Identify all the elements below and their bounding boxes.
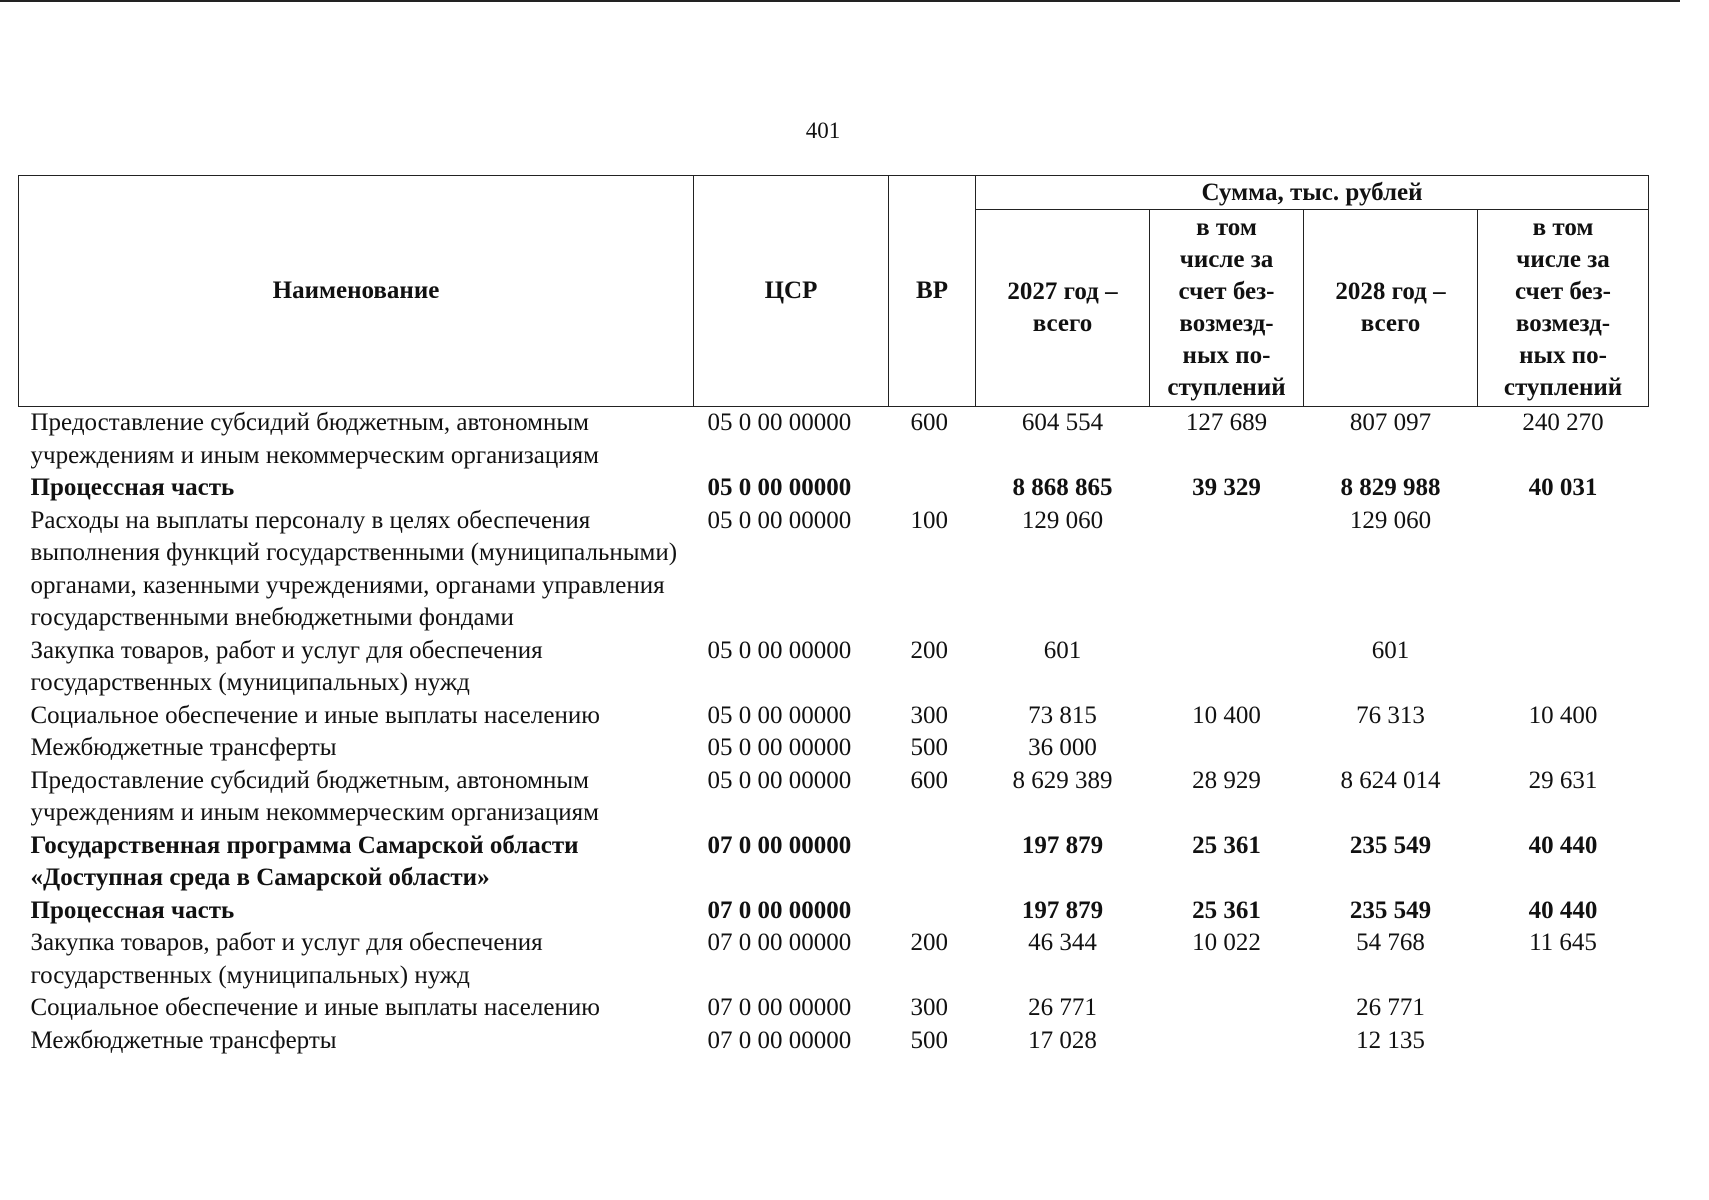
cell-2028-total: 807 097 [1349, 409, 1432, 436]
cell-csr: 07 0 00 00000 [707, 896, 852, 924]
cell-2028-total: 8 829 988 [1340, 474, 1441, 501]
cell-2027-total: 604 554 [1021, 409, 1104, 436]
cell-2027-total: 8 629 389 [1012, 766, 1113, 794]
cell-2027-gratuitous [1150, 635, 1304, 700]
cell-2028-total: 235 549 [1349, 831, 1432, 859]
cell-name: Предоставление субсидий бюджетным, автономным учреждениям и иным некоммерческим организациям [30, 766, 599, 826]
cell-name: Процессная часть [30, 896, 235, 924]
cell-2027-gratuitous: 39 329 [1192, 474, 1261, 501]
cell-csr: 05 0 00 00000 [707, 734, 852, 761]
table-row [19, 830, 1649, 895]
cell-2028-gratuitous: 10 400 [1528, 701, 1598, 729]
header-line: всего [1360, 310, 1421, 337]
table-body [19, 407, 1649, 1058]
header-2028-total [1304, 210, 1478, 407]
cell-2028-gratuitous: 40 031 [1528, 474, 1598, 501]
cell-2027-total: 197 879 [1021, 896, 1104, 924]
cell-vr: 300 [910, 994, 948, 1021]
cell-name: Закупка товаров, работ и услуг для обеспечения государственных (муниципальных) нужд [30, 929, 543, 989]
cell-csr: 07 0 00 00000 [707, 929, 852, 956]
table-row [19, 635, 1649, 700]
cell-vr [889, 472, 976, 505]
header-line: ных по- [1182, 342, 1271, 369]
header-line: числе за [1179, 246, 1274, 273]
cell-2028-gratuitous [1478, 635, 1649, 700]
cell-2027-total: 197 879 [1021, 831, 1104, 859]
cell-2028-total: 601 [1371, 636, 1410, 664]
cell-2027-gratuitous: 25 361 [1192, 896, 1261, 924]
cell-2028-gratuitous [1478, 505, 1649, 635]
cell-csr: 05 0 00 00000 [707, 474, 852, 501]
cell-name: Социальное обеспечение и иные выплаты населению [30, 701, 600, 729]
table-row [19, 732, 1649, 765]
cell-2027-gratuitous [1150, 992, 1304, 1025]
cell-2028-total: 12 135 [1356, 1026, 1425, 1054]
header-2027-total [976, 210, 1150, 407]
cell-2027-total: 36 000 [1028, 734, 1097, 761]
cell-csr: 07 0 00 00000 [707, 994, 852, 1021]
header-line: в том [1196, 214, 1257, 241]
cell-vr: 500 [910, 1026, 948, 1054]
cell-2027-gratuitous [1150, 1025, 1304, 1058]
cell-2028-gratuitous [1478, 732, 1649, 765]
cell-2027-gratuitous: 10 400 [1192, 701, 1261, 729]
cell-csr: 05 0 00 00000 [707, 409, 852, 436]
cell-2028-total: 26 771 [1356, 994, 1425, 1021]
cell-name: Социальное обеспечение и иные выплаты населению [30, 994, 600, 1021]
header-2028-gratuitous [1478, 210, 1649, 407]
header-line: ступлений [1167, 374, 1286, 401]
header-line: счет без- [1515, 278, 1611, 305]
cell-csr: 05 0 00 00000 [707, 701, 852, 729]
cell-vr [889, 830, 976, 895]
cell-2028-total [1304, 732, 1478, 765]
cell-vr: 200 [910, 636, 948, 664]
cell-2028-total: 235 549 [1349, 896, 1432, 924]
header-line: ных по- [1519, 342, 1607, 369]
cell-vr: 100 [910, 506, 948, 534]
cell-2028-total: 54 768 [1356, 929, 1425, 956]
header-line: в том [1532, 214, 1594, 241]
cell-name: Закупка товаров, работ и услуг для обеспечения государственных (муниципальных) нужд [30, 636, 543, 696]
cell-vr: 200 [910, 929, 948, 956]
cell-vr [889, 895, 976, 928]
cell-name: Межбюджетные трансферты [30, 1026, 337, 1054]
header-line: всего [1032, 310, 1093, 337]
cell-2028-gratuitous: 11 645 [1529, 929, 1597, 956]
cell-name: Предоставление субсидий бюджетным, автономным учреждениям и иным некоммерческим организациям [30, 409, 599, 469]
cell-2027-total: 129 060 [1021, 506, 1104, 534]
cell-csr: 05 0 00 00000 [707, 636, 852, 664]
header-line: ступлений [1503, 374, 1623, 401]
cell-2028-total: 76 313 [1356, 701, 1425, 729]
cell-csr: 05 0 00 00000 [707, 506, 852, 534]
cell-2028-total: 129 060 [1349, 506, 1432, 534]
cell-2027-gratuitous [1150, 732, 1304, 765]
cell-name: Процессная часть [30, 474, 235, 501]
top-border-line [0, 0, 1680, 2]
cell-2027-total: 8 868 865 [1012, 474, 1113, 501]
header-line: возмезд- [1179, 310, 1274, 337]
cell-2028-gratuitous [1478, 1025, 1649, 1058]
cell-2028-gratuitous: 29 631 [1528, 766, 1598, 794]
cell-2027-gratuitous [1150, 505, 1304, 635]
cell-2027-total: 26 771 [1028, 994, 1097, 1021]
table-row [19, 700, 1649, 733]
table-header [19, 176, 1649, 407]
header-vr: ВР [889, 176, 976, 407]
cell-2028-gratuitous [1478, 992, 1649, 1025]
cell-vr: 600 [910, 766, 948, 794]
header-line: 2027 год – [1007, 278, 1118, 305]
page-number: 401 [805, 118, 841, 143]
cell-name: Межбюджетные трансферты [30, 734, 337, 761]
budget-table [18, 175, 1649, 1057]
header-name: Наименование [19, 176, 694, 407]
cell-vr: 600 [910, 409, 948, 436]
cell-csr: 07 0 00 00000 [707, 1026, 852, 1054]
cell-2027-gratuitous: 28 929 [1192, 766, 1261, 794]
cell-2027-total: 73 815 [1028, 701, 1097, 729]
header-line: 2028 год – [1335, 278, 1446, 305]
table-row [19, 765, 1649, 830]
cell-csr: 05 0 00 00000 [707, 766, 852, 794]
cell-2028-gratuitous: 40 440 [1528, 896, 1598, 924]
table-row [19, 992, 1649, 1025]
cell-csr: 07 0 00 00000 [707, 831, 852, 859]
cell-2028-gratuitous: 40 440 [1528, 831, 1598, 859]
table-row [19, 472, 1649, 505]
cell-2028-total: 8 624 014 [1340, 766, 1441, 794]
cell-2027-gratuitous: 25 361 [1192, 831, 1261, 859]
header-line: возмезд- [1515, 310, 1611, 337]
cell-2028-gratuitous: 240 270 [1522, 409, 1604, 436]
cell-2027-gratuitous: 127 689 [1185, 409, 1268, 436]
cell-name: Государственная программа Самарской области «Доступная среда в Самарской области» [30, 831, 579, 891]
header-sum-group: Сумма, тыс. рублей [976, 176, 1649, 210]
cell-2027-gratuitous: 10 022 [1192, 929, 1261, 956]
table-row [19, 407, 1649, 473]
cell-2027-total: 17 028 [1028, 1026, 1097, 1054]
header-line: числе за [1516, 246, 1610, 273]
header-2027-gratuitous [1150, 210, 1304, 407]
header-line: счет без- [1178, 278, 1275, 305]
cell-name: Расходы на выплаты персоналу в целях обеспечения выполнения функций государственными (муниципальными) органами, казенными учреждениями, органами управления государственными внебюджетными фондами [30, 506, 678, 631]
table-row [19, 505, 1649, 635]
table-row [19, 927, 1649, 992]
cell-vr: 300 [910, 701, 948, 729]
header-csr: ЦСР [694, 176, 889, 407]
cell-2027-total: 46 344 [1028, 929, 1097, 956]
cell-2027-total: 601 [1043, 636, 1082, 664]
table-row [19, 895, 1649, 928]
cell-vr: 500 [910, 734, 948, 761]
table-row [19, 1025, 1649, 1058]
